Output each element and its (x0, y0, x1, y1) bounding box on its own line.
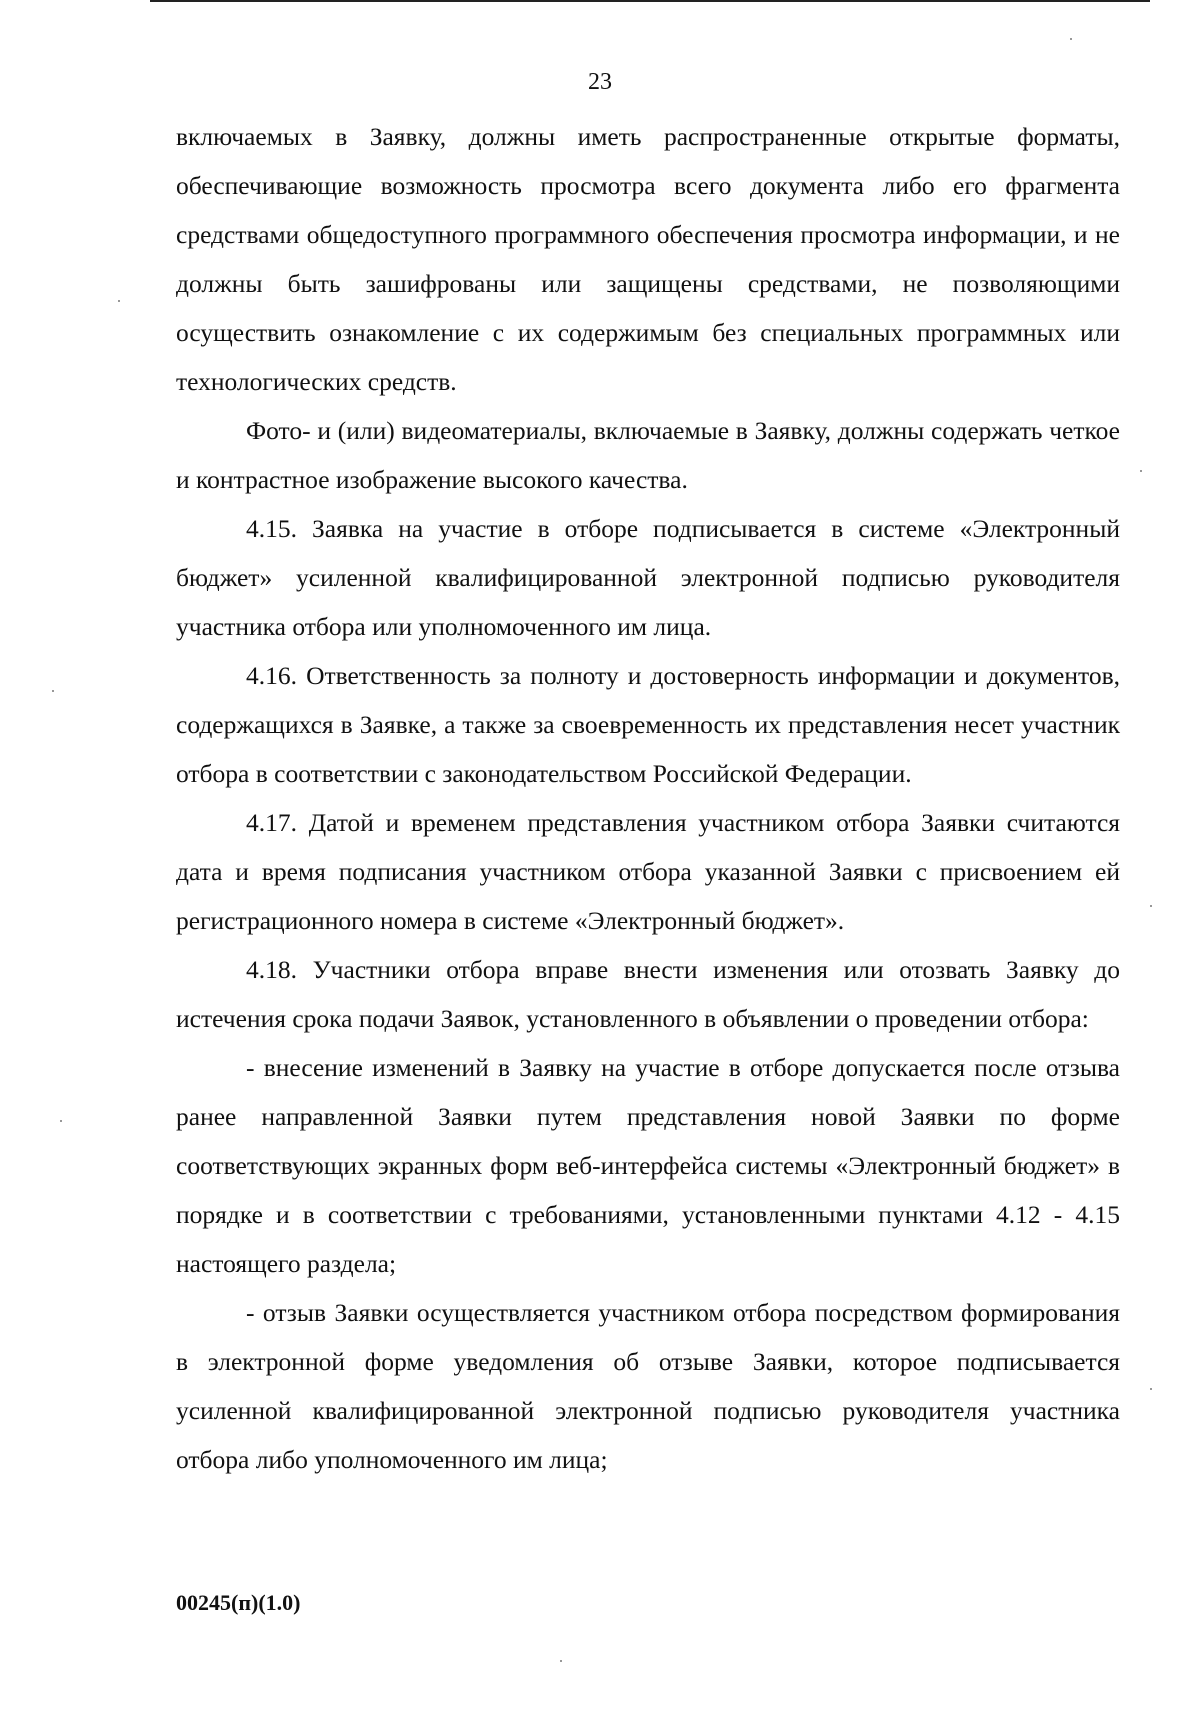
document-code: 00245(п)(1.0) (176, 1590, 301, 1615)
scan-speck (60, 1120, 62, 1122)
scan-speck (52, 690, 54, 692)
scan-speck (1150, 905, 1152, 907)
paragraph-4-16: 4.16. Ответственность за полноту и достоверность информации и документов, содержащихся в Заявке, а также за своевременность их представления несет участник отбора в соответствии с законодательством Российской Федерации. (176, 661, 1120, 788)
paragraph-4-17: 4.17. Датой и временем представления участником отбора Заявки считаются дата и время подписания участником отбора указанной Заявки с присвоением ей регистрационного номера в системе «Электронный бюджет». (176, 808, 1120, 935)
scan-speck (560, 1660, 562, 1662)
paragraph-4-15: 4.15. Заявка на участие в отборе подписывается в системе «Электронный бюджет» усиленной квалифицированной электронной подписью руководителя участника отбора или уполномоченного им лица. (176, 514, 1120, 641)
list-item-withdrawal: - отзыв Заявки осуществляется участником отбора посредством формирования в электронной форме уведомления об отзыве Заявки, которое подписывается усиленной квалифицированной электронной подписью руководителя участника отбора либо уполномоченного им лица; (176, 1298, 1120, 1474)
page-number: 23 (588, 69, 612, 95)
scan-speck (118, 300, 120, 302)
document-body (176, 112, 1120, 1484)
top-border-line (150, 0, 1150, 2)
scan-speck (1140, 470, 1142, 472)
paragraph-4-18: 4.18. Участники отбора вправе внести изменения или отозвать Заявку до истечения срока подачи Заявок, установленного в объявлении о проведении отбора: (176, 955, 1120, 1033)
scan-speck (1070, 38, 1072, 40)
scan-speck (1150, 1388, 1152, 1390)
paragraph-photo-video: Фото- и (или) видеоматериалы, включаемые в Заявку, должны содержать четкое и контрастное изображение высокого качества. (176, 416, 1120, 494)
list-item-amendment: - внесение изменений в Заявку на участие в отборе допускается после отзыва ранее направленной Заявки путем представления новой Заявки по форме соответствующих экранных форм веб-интерфейса системы «Электронный бюджет» в порядке и в соответствии с требованиями, установленными пунктами 4.12 - 4.15 настоящего раздела; (176, 1053, 1120, 1278)
paragraph-formats: включаемых в Заявку, должны иметь распространенные открытые форматы, обеспечивающие возможность просмотра всего документа либо его фрагмента средствами общедоступного программного обеспечения просмотра информации, и не должны быть зашифрованы или защищены средствами, не позволяющими осуществить ознакомление с их содержимым без специальных программных или технологических средств. (176, 122, 1120, 396)
